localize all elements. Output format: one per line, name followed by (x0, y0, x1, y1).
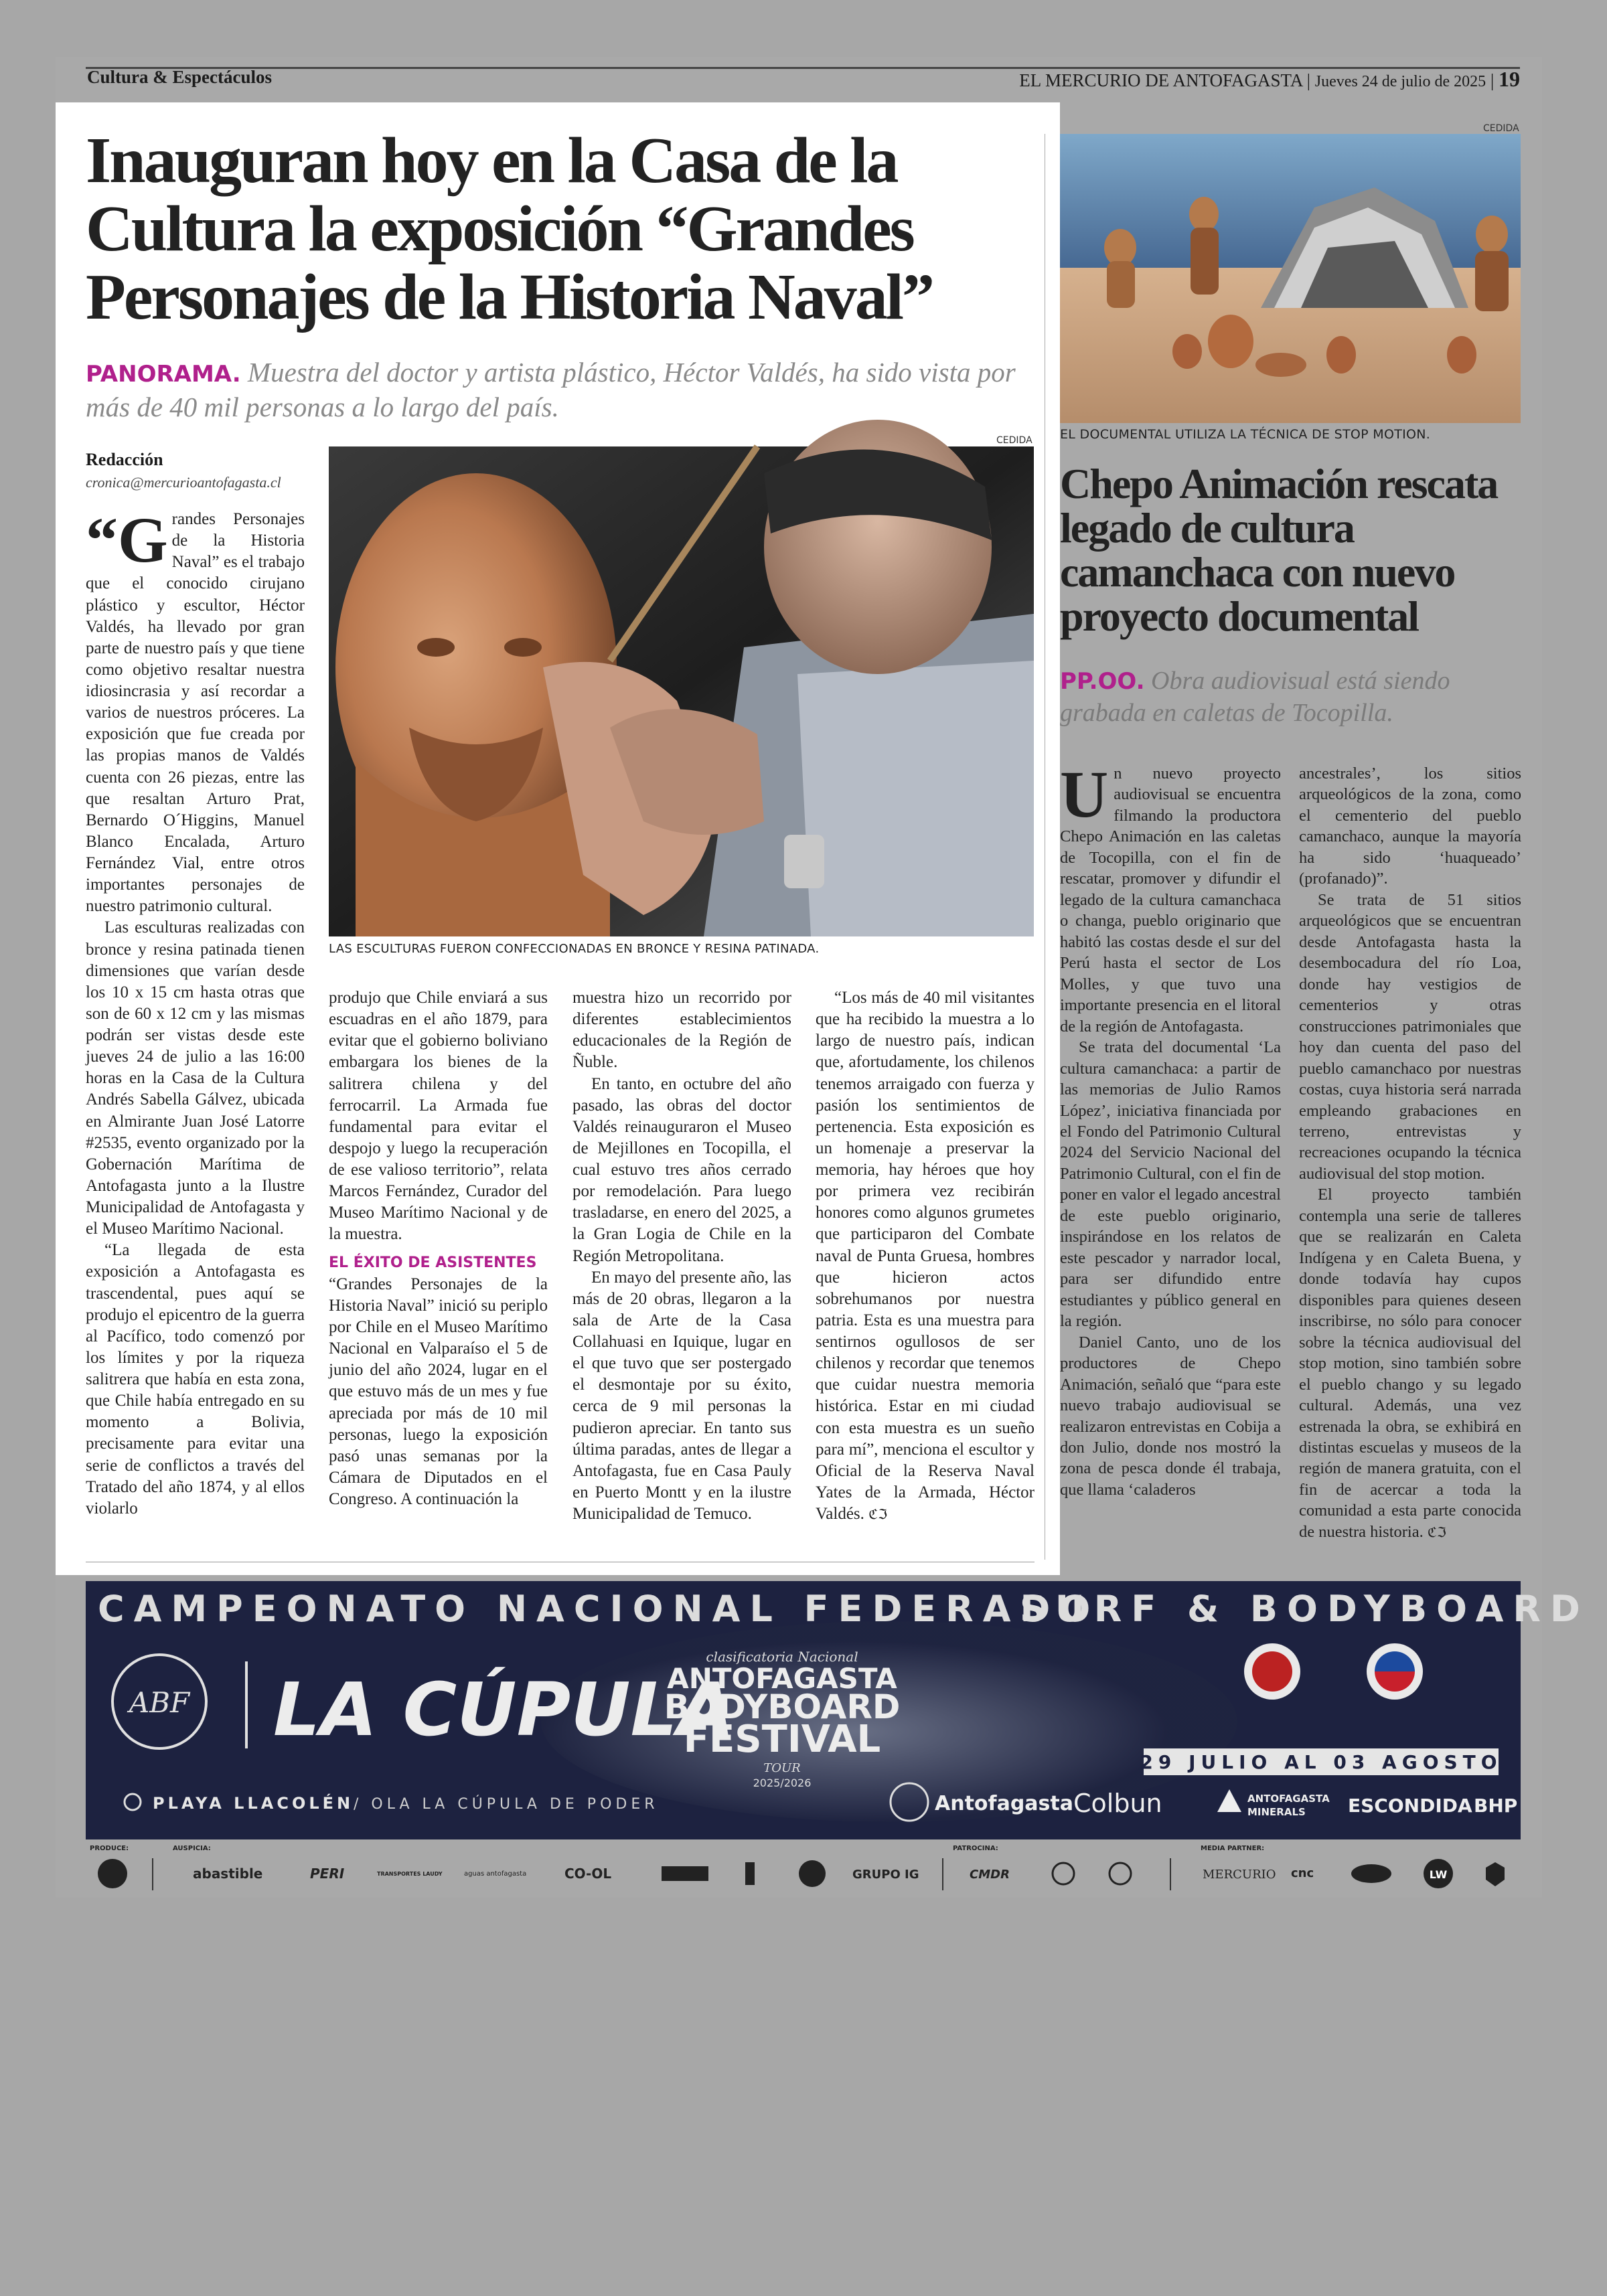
paragraph: Las esculturas realizadas con bronce y resina patinada tienen dimensiones que varían desde los 10 x 15 cm hasta otras que son de 60 x 12 cm y las mismas podrán ser vistas desde este jueves 24 de julio a las 16:00 horas en la Casa de la Cultura Andrés Sabella Gálvez, ubicada en Almirante Juan José Latorre #2535, evento organizado por la Gobernación Marítima de Antofagasta junto a la Ilustre Municipalidad de Antofagasta y el Museo Marítimo Nacional. (86, 918, 305, 1238)
paragraph: Se trata de 51 sitios arqueológicos que se encuentran desde Antofagasta hasta la desembocadura del río Loa, donde hay vestigios de cementerios y otras construcciones patrimoniales que hoy dan cuenta del paso del pueblo camanchaco por nuestras costas, cuya historia será narrada empleando grabaciones en terreno, entrevistas y recreaciones ocupando la técnica audiovisual del stop motion. (1299, 890, 1521, 1183)
location-name: PLAYA LLACOLÉN (153, 1794, 354, 1813)
location-detail: / OLA LA CÚPULA DE PODER (354, 1796, 659, 1813)
sponsor-lw: LW (1429, 1868, 1448, 1881)
page-number: 19 (1499, 67, 1520, 91)
photo-credit: CEDIDA (996, 435, 1032, 446)
ad-title-left: CAMPEONATO NACIONAL FEDERADO (98, 1588, 1100, 1630)
subheading: EL ÉXITO DE ASISTENTES (329, 1254, 537, 1271)
end-mark: ℭℑ (1427, 1524, 1446, 1540)
federation-logo-core (1252, 1651, 1292, 1692)
paragraph: muestra hizo un recorrido por diferentes establecimientos educacionales de la Región de Ñuble. (572, 989, 791, 1072)
stop-motion-photo-image (1060, 134, 1521, 423)
paragraph (816, 987, 1035, 1525)
sponsor-label-produce: PRODUCE: (90, 1845, 129, 1852)
producer-logo (98, 1859, 127, 1888)
side-photo-credit: CEDIDA (1483, 123, 1519, 134)
main-column-2 (329, 987, 548, 1510)
paragraph: “La llegada de esta exposición a Antofagasta es trascendental, pues aquí se produjo el epicentro de la guerra al Pacífico, todo comenzó por los límites y por la riqueza salitrera que había en esta zona, que Chile había entregado en su momento a Bolivia, precisamente para evitar una serie de conflictos a través del Tratado del año 1874, y al ellos violarlo (86, 1241, 305, 1518)
side-photo-caption: EL DOCUMENTAL UTILIZA LA TÉCNICA DE STOP MOTION. (1060, 427, 1431, 442)
main-column-3 (572, 987, 791, 1525)
ad-title-right: SURF & BODYBOARD (1020, 1588, 1590, 1630)
paragraph-text: n nuevo proyecto audiovisual se encuentra filmando la productora Chepo Animación en las caletas de Tocopilla, con el fin de rescatar, promover y difundir el legado de la cultura camanchaca o changa, pueblo originario que habitó las costas desde el sur del Perú hasta el sector de Los Molles, y que tuvo una importante presencia en el litoral de la región de Antofagasta. (1060, 764, 1281, 1036)
sponsor-abastible: abastible (193, 1866, 263, 1882)
la-cupula-logo: LA CÚPULA (273, 1667, 735, 1752)
sponsor-grupo-ig: GRUPO IG (852, 1868, 919, 1882)
main-headline: Inauguran hoy en la Casa de la Cultura la exposición “Grandes Personajes de la Historia Naval” (86, 125, 933, 333)
main-deck (86, 355, 1037, 424)
separator: | (1306, 70, 1315, 90)
sponsor-cmdr: CMDR (970, 1868, 1010, 1882)
sculptor-photo-image (329, 446, 1034, 936)
paragraph-text: randes Personajes de la Historia Naval” es el trabajo que el conocido cirujano plástico y escultor, Héctor Valdés, ha llevado por gran parte de nuestro país y que tiene como objetivo resaltar nuestra idiosincrasia y así recordar a varios de nuestros próceres. La exposición que fue creada por las propias manos de Valdés cuenta con 26 piezas, entre las que resaltan Arturo Prat, Bernardo O´Higgins, Manuel Blanco Encalada, Arturo Fernández Vial, entre otros importantes personajes de nuestro patrimonio cultural. (86, 510, 305, 916)
paragraph (1060, 757, 1281, 1037)
event-dates: 29 JULIO AL 03 AGOSTO (1140, 1751, 1503, 1773)
sponsor-laudy: TRANSPORTES LAUDY (377, 1871, 443, 1877)
side-column-1 (1060, 757, 1281, 1500)
paragraph-text: El proyecto también contempla una serie de talleres que se realizarán en Caleta Indígena y en Caleta Buena, y donde todavía hay cupos disponibles para quienes deseen inscribirse, no sólo para conocer sobre la técnica audiovisual del stop motion, sino también sobre el pueblo chango y su legado cultural. Además, una vez estrenada la obra, se exhibirá en distintas escuelas y museos de la región de manera gratuita, con el fin de acercar a toda la comunidad a esta parte conocida de nuestra historia. (1299, 1185, 1521, 1541)
sponsor-circle-logo (799, 1860, 826, 1887)
sponsor-strip-art (86, 1843, 1521, 1897)
sponsor-mercurio: MERCURIO (1203, 1868, 1276, 1882)
ad-banner[interactable] (86, 1581, 1590, 1839)
festival-line-1: ANTOFAGASTA (667, 1662, 897, 1695)
sponsor-coop: CO-OL (564, 1866, 612, 1882)
main-column-4 (816, 987, 1035, 1525)
abf-logo-text: ABF (129, 1686, 190, 1719)
logo-antofagasta: Antofagasta (935, 1792, 1073, 1815)
festival-subtitle: clasificatoria Nacional (706, 1649, 858, 1665)
main-deck-text: Muestra del doctor y artista plástico, Héctor Valdés, ha sido vista por más de 40 mil personas a lo largo del país. (86, 357, 1016, 423)
paragraph: Se trata del documental ‘La cultura camanchaca: a partir de las memorias de Julio Ramos López’, iniciativa financiada por el Fondo del Patrimonio Cultural 2024 del Servicio Nacional del Patrimonio Cultural, con el fin de poner en valor el legado ancestral de este pueblo originario, inspirándose en los relatos de este pescador y narrador local, para ser difundido entre estudiantes y público general en la región. (1060, 1038, 1281, 1331)
sponsor-logo-block (662, 1866, 708, 1881)
dropcap: “G (86, 504, 168, 576)
logo-bhp: BHP (1474, 1795, 1518, 1817)
side-deck-text: Obra audiovisual está siendo grabada en caletas de Tocopilla. (1060, 667, 1450, 728)
sponsor-label-patrocina: PATROCINA: (953, 1845, 998, 1852)
separator: | (1490, 70, 1499, 90)
main-photo-caption: LAS ESCULTURAS FUERON CONFECCIONADAS EN BRONCE Y RESINA PATINADA. (329, 942, 820, 956)
logo-aminerals-2: MINERALS (1247, 1806, 1306, 1818)
section-label: Cultura & Espectáculos (87, 67, 272, 87)
logo-colbun: Colbun (1073, 1789, 1162, 1818)
paragraph: Daniel Canto, uno de los productores de Chepo Animación, señaló que “para este nuevo trabajo audiovisual se realizaron entrevistas en Cobija a don Julio, donde nos mostró la zona de pesca donde él trabaja, que llama ‘caladeros (1060, 1333, 1281, 1499)
main-column-1 (86, 504, 305, 1520)
paragraph: En mayo del presente año, las más de 20 obras, llegaron a la sala de Arte de la Casa Collahuasi en Iquique, lugar en el que tuvo que ser postergado el desmontaje por su éxito, cerca de 9 mil personas la pudieron apreciar. En tanto sus última paradas, antes de llegar a Antofagasta, fue en Casa Pauly en Puerto Montt y en la ilustre Municipalidad de Temuco. (572, 1268, 791, 1523)
byline: Redacción (86, 450, 163, 469)
paragraph-text: “Los más de 40 mil visitantes que ha recibido la muestra a lo largo de nuestro país, indican que, afortudamente, los chilenos tenemos arraigado con fuerza y pasión los sentimientos de pertenencia. Esta exposición es un homenaje a preservar la memoria, hay héroes que hoy por primera vez recibirán honores como algunos grumetes que participaron del Combate naval de Punta Gruesa, hombres que hicieron actos sobrehumanos por nuestra patria. Esta es una muestra para sentirnos ogullosos de ser chilenos y recordar que tenemos que cuidar nuestra memoria histórica. Estar en mi ciudad con esta muestra es un sueño para mí”, menciona el escultor y Oficial de la Reserva Naval Yates de la Armada, Héctor Valdés. (816, 989, 1035, 1523)
paragraph: ancestrales’, los sitios arqueológicos de la zona, como el cementerio del pueblo camanchaco, aunque la mayoría ha sido ‘huaqueado’ (profanado)”. (1299, 764, 1521, 888)
side-deck (1060, 665, 1529, 730)
logo-aminerals-1: ANTOFAGASTA (1247, 1793, 1330, 1805)
paragraph: “Grandes Personajes de la Historia Naval” inició su periplo por Chile en el Museo Marítimo Nacional en Valparaíso el 5 de junio del año 2024, lugar en el que estuvo más de un mes y fue apreciada por más de 10 mil personas, luego la exposición pasó unas semanas por la Cámara de Diputados en el Congreso. A continuación la (329, 1275, 548, 1509)
paragraph (86, 504, 305, 917)
ad-banner-art (86, 1581, 1590, 1839)
sponsor-peri: PERI (310, 1866, 345, 1882)
sponsor-tv-logo (1351, 1864, 1391, 1883)
logo-escondida: ESCONDIDA (1348, 1795, 1472, 1817)
masthead (1019, 67, 1520, 92)
festival-line-3: FESTIVAL (683, 1718, 881, 1761)
paragraph: En tanto, en octubre del año pasado, las obras del doctor Valdés reinauguraron el Museo de Mejillones en Tocopilla, el cual estuvo tres años cerrado por remodelación. Para luego trasladarse, en enero del 2025, a la Gran Logia de Chile en la Región Metropolitana. (572, 1074, 791, 1265)
main-kicker: PANORAMA. (86, 361, 241, 388)
side-kicker: PP.OO. (1060, 668, 1145, 695)
paragraph: produjo que Chile enviará a sus escuadras en el año 1879, para evitar que el gobierno boliviano embargara los bienes de la salitrera chilena y del ferrocarril. La Armada fue fundamental para evitar el despojo y luego la recuperación de ese valioso territorio”, relata Marcos Fernández, Curador del Museo Marítimo Nacional y de la muestra. (329, 989, 548, 1244)
paragraph (1299, 1184, 1521, 1542)
festival-line-2: BODYBOARD (664, 1688, 901, 1726)
crest-icon (1053, 1863, 1074, 1884)
sponsor-bottle-icon (745, 1862, 755, 1885)
sponsor-label-auspicia: AUSPICIA: (173, 1845, 211, 1852)
byline-email[interactable]: cronica@mercurioantofagasta.cl (86, 474, 281, 491)
festival-year: 2025/2026 (753, 1777, 812, 1789)
issue-date: Jueves 24 de julio de 2025 (1314, 73, 1486, 90)
festival-tour: TOUR (763, 1761, 801, 1775)
sponsor-label-media: MEDIA PARTNER: (1201, 1845, 1265, 1852)
dropcap: U (1060, 757, 1109, 831)
newspaper-name: EL MERCURIO DE ANTOFAGASTA (1019, 70, 1302, 90)
sponsor-cnc: cnc (1291, 1866, 1314, 1880)
sponsor-aguas: aguas antofagasta (464, 1870, 527, 1878)
end-mark: ℭℑ (868, 1506, 888, 1522)
side-column-2 (1299, 763, 1521, 1542)
sculptor-photo (329, 446, 1034, 936)
shield-icon (1486, 1862, 1505, 1886)
side-headline: Chepo Animación rescata legado de cultura camanchaca con nuevo proyecto documental (1060, 460, 1498, 640)
sponsor-strip (86, 1843, 1521, 1897)
stop-motion-photo (1060, 134, 1521, 423)
crest-icon (1109, 1863, 1131, 1884)
